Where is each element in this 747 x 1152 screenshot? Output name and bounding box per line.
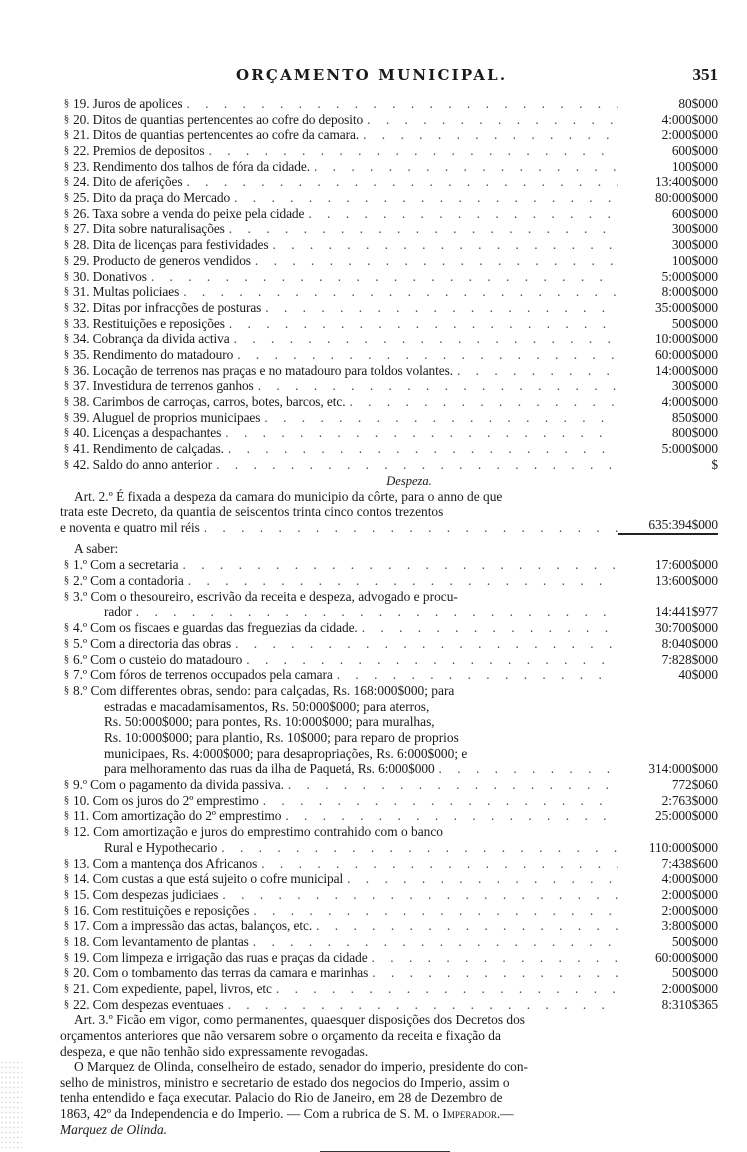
- list-item: [60, 871, 718, 887]
- dot-leader: [221, 425, 618, 441]
- list-item: [60, 887, 718, 903]
- dot-leader: [312, 918, 618, 934]
- item-amount: 35:000$000: [655, 299, 718, 315]
- article-3-line: orçamentos anteriores que não versarem sobre o orçamento da receita e fixação da: [60, 1028, 501, 1044]
- item-8-line: municipaes, Rs. 4:000$000; para desapropriações, Rs. 6:000$000; e: [104, 745, 468, 761]
- item-amount: 600$000: [671, 143, 718, 159]
- item-amount: 850$000: [671, 409, 718, 425]
- despeza-list-continued: [60, 777, 718, 1012]
- item-amount: 314:000$000: [648, 761, 718, 777]
- item-amount: 2:000$000: [661, 902, 718, 918]
- brace-mark-icon: §: [63, 997, 70, 1010]
- item-label: 4.º Com os fiscaes e guardas das freguezias da cidade.: [73, 620, 358, 636]
- list-item: [60, 457, 718, 473]
- item-amount: 7:438$600: [661, 855, 718, 871]
- item-amount: 500$000: [671, 315, 718, 331]
- item-label: 13. Com a mantença dos Africanos: [73, 855, 258, 871]
- item-label: 21. Ditos de quantias pertencentes ao cofre da camara.: [73, 127, 360, 143]
- item-amount: 600$000: [671, 205, 718, 221]
- item-label: 22. Com despezas eventuaes: [73, 996, 224, 1012]
- item-amount: 3:800$000: [661, 918, 718, 934]
- item-amount: 800$000: [671, 425, 718, 441]
- emperor-title: Imperador.—: [442, 1105, 514, 1121]
- item-label: 40. Licenças a despachantes: [73, 425, 222, 441]
- page-header: [60, 66, 718, 96]
- brace-mark-icon: §: [63, 332, 70, 345]
- list-item: [60, 425, 718, 441]
- closing-line: O Marquez de Olinda, conselheiro de estado, senador do imperio, presidente do con-: [74, 1059, 529, 1075]
- item-label: 1.º Com a secretaria: [73, 557, 179, 573]
- item-label: 32. Ditas por infracções de posturas: [73, 299, 262, 315]
- article-2-line: trata este Decreto, da quantia de seiscentos trinta cinco contos trezentos: [60, 504, 444, 520]
- item-label: 29. Producto de generos vendidos: [73, 252, 251, 268]
- dot-leader: [225, 221, 618, 237]
- list-item: [60, 159, 718, 175]
- dot-leader: [179, 557, 618, 573]
- item-label: 35. Rendimento do matadouro: [73, 346, 234, 362]
- item-amount: 80$000: [678, 95, 718, 111]
- dot-leader: [251, 253, 618, 269]
- brace-mark-icon: §: [63, 363, 70, 376]
- item-label: 6.º Com o custeio do matadouro: [73, 651, 243, 667]
- brace-mark-icon: §: [63, 872, 70, 885]
- brace-mark-icon: §: [63, 379, 70, 392]
- dot-leader: [272, 981, 618, 997]
- item-label: 41. Rendimento de calçadas.: [73, 441, 224, 457]
- item-amount: 10:000$000: [655, 331, 718, 347]
- dot-leader: [363, 112, 618, 128]
- item-8-line: para melhoramento das ruas da ilha de Paquetá, Rs. 6:000$000: [104, 761, 435, 777]
- dot-leader: [257, 856, 618, 872]
- dot-leader: [368, 965, 618, 981]
- item-label: 36. Locação de terrenos nas praças e no matadouro para toldos volantes.: [73, 362, 453, 378]
- brace-mark-icon: §: [63, 574, 70, 587]
- item-label: 17. Com a impressão das actas, balanços, etc.: [73, 918, 313, 934]
- dot-leader: [184, 573, 618, 589]
- item-amount: 500$000: [671, 933, 718, 949]
- item-label: 16. Com restituições e reposições: [73, 902, 250, 918]
- list-item: [60, 824, 718, 855]
- item-label: 15. Com despezas judiciaes: [73, 886, 219, 902]
- item-amount: 25:000$000: [655, 808, 718, 824]
- item-8-line: Rs. 50:000$000; para pontes, Rs. 10:000$000; para muralhas,: [104, 714, 435, 730]
- brace-mark-icon: §: [63, 982, 70, 995]
- item-amount: 7:828$000: [661, 651, 718, 667]
- brace-mark-icon: §: [63, 903, 70, 916]
- dot-leader: [284, 777, 618, 793]
- item-amount: 60:000$000: [655, 346, 718, 362]
- item-amount: 8:310$365: [661, 996, 718, 1012]
- brace-mark-icon: §: [63, 253, 70, 266]
- item-amount: 30:700$000: [655, 620, 718, 636]
- dot-leader: [281, 808, 618, 824]
- item-label: 10. Com os juros do 2º emprestimo: [73, 792, 259, 808]
- item-amount: 4:000$000: [661, 394, 718, 410]
- dot-leader: [147, 269, 618, 285]
- list-item: [60, 410, 718, 426]
- item-label: 23. Rendimento dos talhos de fóra da cidade.: [73, 158, 310, 174]
- brace-mark-icon: §: [63, 238, 70, 251]
- item-label: 20. Com o tombamento das terras da camara e marinhas: [73, 965, 369, 981]
- article-3-line: despeza, e que não tenhão sido expressamente revogadas.: [60, 1043, 369, 1059]
- brace-mark-icon: §: [63, 285, 70, 298]
- closing-paragraph: [60, 1059, 718, 1137]
- despeza-item-8: [60, 683, 718, 777]
- closing-line: 1863, 42º da Independencia e do Imperio. — Com a rubrica de S. M. o Imperador.—: [60, 1105, 514, 1121]
- despeza-list: [60, 557, 718, 683]
- page-number: 351: [692, 65, 718, 84]
- item-amount: 8:040$000: [661, 635, 718, 651]
- dot-leader: [132, 604, 618, 620]
- item-label: 27. Dita sobre naturalisações: [73, 221, 225, 237]
- brace-mark-icon: §: [63, 112, 70, 125]
- item-8-line: Rs. 10:000$000; para plantio, Rs. 10$000; para reparo de proprios: [104, 730, 459, 745]
- list-item: [60, 573, 718, 589]
- list-item: [60, 950, 718, 966]
- item-label: 24. Dito de aferições: [73, 174, 183, 190]
- list-item: [60, 378, 718, 394]
- item-amount: 4:000$000: [661, 871, 718, 887]
- brace-mark-icon: §: [63, 683, 70, 696]
- brace-mark-icon: §: [63, 589, 70, 602]
- list-item: [60, 190, 718, 206]
- item-label: 7.º Com fóros de terrenos occupados pela camara: [73, 667, 333, 683]
- brace-mark-icon: §: [63, 426, 70, 439]
- article-3: [60, 1012, 718, 1059]
- item-amount: 5:000$000: [661, 268, 718, 284]
- list-item: [60, 143, 718, 159]
- item-amount: 80:000$000: [655, 190, 718, 206]
- list-item: [60, 903, 718, 919]
- brace-mark-icon: §: [63, 966, 70, 979]
- dot-leader: [333, 667, 618, 683]
- item-amount: 2:763$000: [661, 792, 718, 808]
- item-label: 26. Taxa sobre a venda do peixe pela cidade: [73, 205, 305, 221]
- list-item: [60, 284, 718, 300]
- item-amount: 300$000: [671, 237, 718, 253]
- closing-line: tenha entendido e faça executar. Palacio do Rio de Janeiro, em 28 de Dezembro de: [60, 1090, 503, 1106]
- item-amount: 2:000$000: [661, 886, 718, 902]
- item-amount: 772$060: [671, 777, 718, 793]
- list-item: [60, 652, 718, 668]
- list-item: [60, 237, 718, 253]
- brace-mark-icon: §: [63, 269, 70, 282]
- section-title-despeza: Despeza.: [386, 473, 432, 488]
- list-item: [60, 856, 718, 872]
- dot-leader: [179, 284, 618, 300]
- dot-leader: [304, 206, 618, 222]
- list-item: [60, 997, 718, 1013]
- receita-list: [60, 96, 718, 473]
- list-item: [60, 347, 718, 363]
- dot-leader: [242, 652, 618, 668]
- running-title: ORÇAMENTO MUNICIPAL.: [236, 66, 508, 84]
- brace-mark-icon: §: [63, 442, 70, 455]
- dot-leader: [259, 793, 618, 809]
- item-label: 12. Com amortização e juros do emprestimo contrahido com o banco: [73, 824, 444, 840]
- brace-mark-icon: §: [63, 652, 70, 665]
- brace-mark-icon: §: [63, 191, 70, 204]
- item-label: 31. Multas policiaes: [73, 284, 180, 300]
- item-label: 25. Dito da praça do Mercado: [73, 190, 231, 206]
- dot-leader: [269, 237, 619, 253]
- dot-leader: [205, 143, 618, 159]
- dot-leader: [224, 441, 618, 457]
- dot-leader: [368, 950, 618, 966]
- dot-leader: [224, 997, 618, 1013]
- brace-mark-icon: §: [63, 300, 70, 313]
- list-item: [60, 206, 718, 222]
- article-2: [60, 489, 718, 536]
- brace-mark-icon: §: [63, 410, 70, 423]
- item-label: 3.º Com o thesoureiro, escrivão da receita e despeza, advogado e procu-: [73, 588, 458, 604]
- dot-leader: [230, 190, 618, 206]
- dot-leader: [435, 761, 618, 777]
- list-item: [60, 965, 718, 981]
- item-label-cont: rador: [104, 604, 132, 620]
- brace-mark-icon: §: [63, 778, 70, 791]
- brace-mark-icon: §: [63, 206, 70, 219]
- brace-mark-icon: §: [63, 856, 70, 869]
- item-label: 21. Com expediente, papel, livros, etc: [73, 981, 272, 997]
- item-label: 9.º Com o pagamento da divida passiva.: [73, 777, 284, 793]
- dot-leader: [310, 159, 618, 175]
- item-amount: 13:600$000: [655, 573, 718, 589]
- list-item: [60, 300, 718, 316]
- article-2-line: e noventa e quatro mil réis: [60, 519, 200, 535]
- brace-mark-icon: §: [63, 919, 70, 932]
- dot-leader: [254, 378, 618, 394]
- list-item: [60, 636, 718, 652]
- list-item: [60, 269, 718, 285]
- brace-mark-icon: §: [63, 934, 70, 947]
- item-label: 34. Cobrança da divida activa: [73, 331, 230, 347]
- brace-mark-icon: §: [63, 128, 70, 141]
- dot-leader: [343, 871, 618, 887]
- item-label: 11. Com amortização do 2º emprestimo: [73, 808, 282, 824]
- list-item: [60, 127, 718, 143]
- item-label: 39. Aluguel de proprios municipaes: [73, 409, 261, 425]
- list-item: [60, 918, 718, 934]
- dot-leader: [233, 347, 618, 363]
- list-item: [60, 981, 718, 997]
- item-amount: 60:000$000: [655, 949, 718, 965]
- list-item: [60, 96, 718, 112]
- list-item: [60, 394, 718, 410]
- signature: Marquez de Olinda.: [60, 1121, 167, 1137]
- item-label: 28. Dita de licenças para festividades: [73, 237, 269, 253]
- list-item: [60, 934, 718, 950]
- list-item: [60, 363, 718, 379]
- list-item: [60, 222, 718, 238]
- dot-leader: [182, 174, 618, 190]
- item-amount: 13:400$000: [655, 174, 718, 190]
- item-label: 19. Juros de apolices: [73, 95, 183, 111]
- list-item: [60, 441, 718, 457]
- item-label: 38. Carimbos de carroças, carros, botes, barcos, etc.: [73, 394, 346, 410]
- list-item: [60, 777, 718, 793]
- list-item: [60, 620, 718, 636]
- item-amount: $: [711, 456, 718, 472]
- item-amount: 40$000: [678, 667, 718, 683]
- dot-leader: [249, 934, 618, 950]
- dot-leader: [218, 887, 618, 903]
- list-item: [60, 174, 718, 190]
- total-amount: 635:394$000: [618, 517, 718, 536]
- item-label: 30. Donativos: [73, 268, 147, 284]
- brace-mark-icon: §: [63, 621, 70, 634]
- item-amount: 2:000$000: [661, 981, 718, 997]
- brace-mark-icon: §: [63, 159, 70, 172]
- brace-mark-icon: §: [63, 222, 70, 235]
- brace-mark-icon: §: [63, 950, 70, 963]
- list-item: [60, 316, 718, 332]
- item-label: 42. Saldo do anno anterior: [73, 456, 213, 472]
- a-saber-label: A saber:: [74, 541, 119, 557]
- list-item: [60, 589, 718, 620]
- dot-leader: [225, 316, 618, 332]
- item-amount: 500$000: [671, 965, 718, 981]
- brace-mark-icon: §: [63, 395, 70, 408]
- item-label: 14. Com custas a que está sujeito o cofre municipal: [73, 871, 344, 887]
- dot-leader: [249, 903, 618, 919]
- brace-mark-icon: §: [63, 316, 70, 329]
- brace-mark-icon: §: [63, 809, 70, 822]
- brace-mark-icon: §: [63, 144, 70, 157]
- item-amount: 100$000: [671, 252, 718, 268]
- brace-mark-icon: §: [63, 668, 70, 681]
- list-item: [60, 667, 718, 683]
- dot-leader: [200, 520, 618, 536]
- item-amount: 2:000$000: [661, 127, 718, 143]
- dot-leader: [359, 127, 618, 143]
- brace-mark-icon: §: [63, 457, 70, 470]
- list-item: [60, 331, 718, 347]
- dot-leader: [217, 840, 618, 856]
- item-8-line: 8.º Com differentes obras, sendo: para calçadas, Rs. 168:000$000; para: [73, 682, 455, 698]
- item-label: 22. Premios de depositos: [73, 143, 205, 159]
- brace-mark-icon: §: [63, 96, 70, 109]
- list-item: [60, 112, 718, 128]
- document-page: [60, 66, 718, 1152]
- brace-mark-icon: §: [63, 347, 70, 360]
- item-label: 19. Com limpeza e irrigação das ruas e praças da cidade: [73, 949, 368, 965]
- item-label-cont: Rural e Hypothecario: [104, 839, 218, 855]
- brace-mark-icon: §: [63, 175, 70, 188]
- item-label: 18. Com levantamento de plantas: [73, 933, 249, 949]
- item-amount: 100$000: [671, 158, 718, 174]
- item-amount: 5:000$000: [661, 441, 718, 457]
- item-label: 37. Investidura de terrenos ganhos: [73, 378, 254, 394]
- item-label: 5.º Com a directoria das obras: [73, 635, 232, 651]
- dot-leader: [230, 331, 618, 347]
- list-item: [60, 808, 718, 824]
- item-amount: 4:000$000: [661, 111, 718, 127]
- item-label: 20. Ditos de quantias pertencentes ao cofre do deposito: [73, 111, 364, 127]
- brace-mark-icon: §: [63, 558, 70, 571]
- scan-margin-noise: [0, 1060, 22, 1150]
- item-8-line: estradas e macadamisamentos, Rs. 50:000$000; para aterros,: [104, 698, 430, 714]
- item-amount: 14:000$000: [655, 362, 718, 378]
- list-item: [60, 793, 718, 809]
- article-2-total-row: [60, 516, 718, 536]
- dot-leader: [261, 300, 618, 316]
- list-item: [60, 253, 718, 269]
- article-3-line: Art. 3.º Ficão em vigor, como permanentes, quaesquer disposições dos Decretos dos: [74, 1012, 525, 1028]
- item-amount: 300$000: [671, 378, 718, 394]
- item-amount: 14:441$977: [655, 604, 718, 620]
- list-item: [60, 557, 718, 573]
- item-label: 33. Restituições e reposições: [73, 315, 225, 331]
- article-2-line: Art. 2.º É fixada a despeza da camara do municipio da côrte, para o anno de que: [74, 488, 503, 504]
- dot-leader: [182, 96, 618, 112]
- brace-mark-icon: §: [63, 825, 70, 838]
- dot-leader: [260, 410, 618, 426]
- item-amount: 17:600$000: [655, 557, 718, 573]
- closing-line: selho de ministros, ministro e secretario de estado dos negocios do Imperio, assim o: [60, 1074, 510, 1090]
- brace-mark-icon: §: [63, 636, 70, 649]
- dot-leader: [358, 620, 618, 636]
- item-amount: 300$000: [671, 221, 718, 237]
- dot-leader: [453, 363, 618, 379]
- item-amount: 110:000$000: [648, 839, 718, 855]
- brace-mark-icon: §: [63, 887, 70, 900]
- item-amount: 8:000$000: [661, 284, 718, 300]
- dot-leader: [345, 394, 618, 410]
- dot-leader: [212, 457, 618, 473]
- dot-leader: [231, 636, 618, 652]
- item-label: 2.º Com a contadoria: [73, 573, 184, 589]
- brace-mark-icon: §: [63, 793, 70, 806]
